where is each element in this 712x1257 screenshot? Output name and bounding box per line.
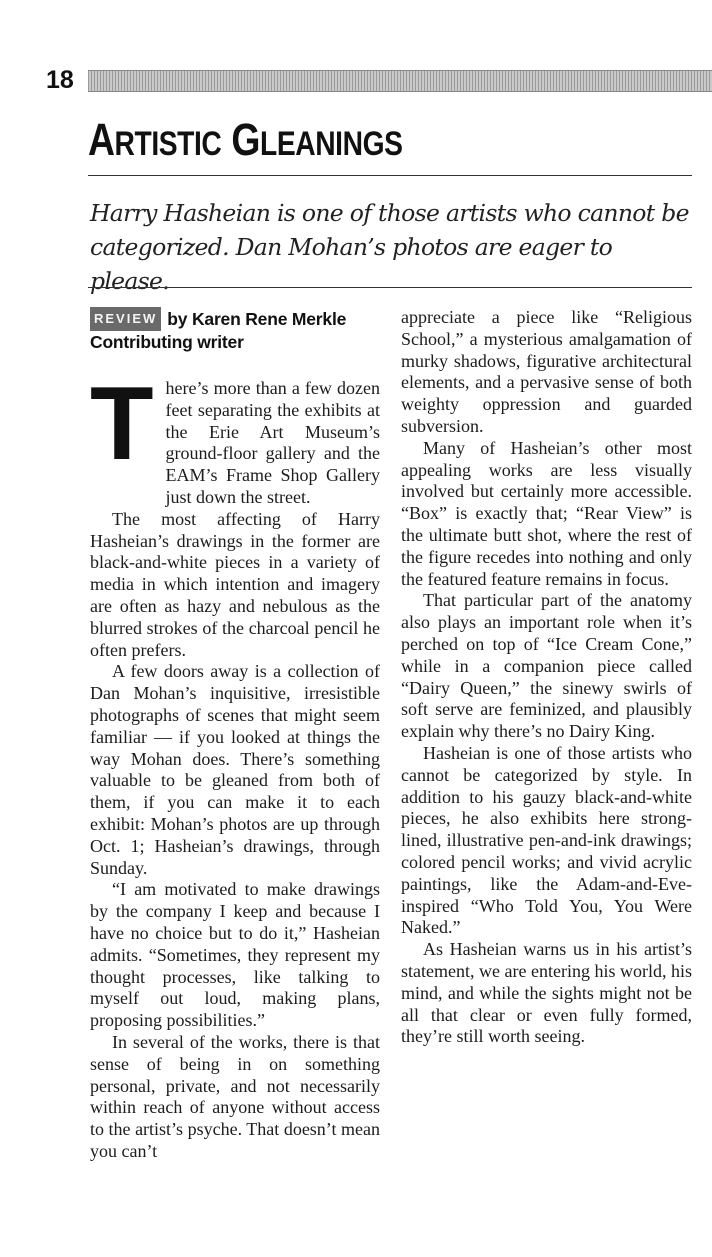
section-title	[88, 114, 403, 166]
deck-rule-bottom	[88, 287, 692, 288]
drop-cap: T	[90, 366, 154, 482]
header-rule	[88, 70, 712, 92]
page-number: 18	[46, 66, 74, 94]
article-column-right	[401, 307, 692, 1048]
paragraph: here’s more than a few dozen feet separating the exhibits at the Erie Art Museum’s ground-floor gallery and the EAM’s Frame Shop Gallery just down the street.	[165, 378, 380, 507]
byline	[90, 307, 380, 353]
deck: Harry Hasheian is one of those artists who cannot be categorized. Dan Mohan’s photos are eager to please.	[90, 199, 689, 295]
deck-rule-top	[88, 175, 692, 176]
title-rest-2: LEANINGS	[260, 125, 403, 163]
paragraph: That particular part of the anatomy also plays an important role when it’s perched on top of “Ice Cream Cone,” while in a companion piece called “Dairy Queen,” the sinewy swirls of soft serve are feminized, and plausibly explain why there’s no Dairy King.	[401, 590, 692, 742]
article-column-left	[90, 307, 380, 1163]
title-rest-1: RTISTIC	[114, 125, 222, 163]
title-initial-1: A	[88, 114, 115, 165]
paragraph: Many of Hasheian’s other most appealing works are less visually involved but certainly more accessible. “Box” is exactly that; “Rear View” is the ultimate butt shot, where the rest of the figure recedes into nothing and only the featured feature remains in focus.	[401, 437, 692, 589]
title-initial-2: G	[231, 114, 261, 165]
paragraph: appreciate a piece like “Religious School,” a mysterious amalgamation of murky shadows, figurative architectural elements, and a pervasive sense of both weighty oppression and guarded subversion.	[401, 307, 692, 436]
byline-role: Contributing writer	[90, 332, 244, 352]
paragraph: Hasheian is one of those artists who cannot be categorized by style. In addition to his gauzy black-and-white pieces, he also exhibits here strong-lined, illustrative pen-and-ink drawings; colored pencil works; and vivid acrylic paintings, like the Adam-and-Eve-inspired “Who Told You, You Were Naked.”	[401, 742, 692, 938]
paragraph: “I am motivated to make drawings by the company I keep and because I have no choice but to do it,” Hasheian admits. “Sometimes, they represent my thought processes, like talking to myself out loud, making plans, proposing possibilities.”	[90, 879, 380, 1031]
review-badge: REVIEW	[90, 307, 161, 331]
paragraph: In several of the works, there is that sense of being in on something personal, private, and not necessarily within reach of anyone without access to the artist’s psyche. That doesn’t mean you can’t	[90, 1031, 380, 1161]
paragraph: The most affecting of Harry Hasheian’s drawings in the former are black-and-white pieces in a variety of media in which intention and imagery are often as hazy and nebulous as the blurred strokes of the charcoal pencil he often prefers.	[90, 508, 380, 660]
paragraph: As Hasheian warns us in his artist’s statement, we are entering his world, his mind, and while the sights might not be all that clear or even fully formed, they’re still worth seeing.	[401, 939, 692, 1047]
paragraph: A few doors away is a collection of Dan Mohan’s inquisitive, irresistible photographs of scenes that might seem familiar — if you looked at things the way Mohan does. There’s something valuable to be gleaned from both of them, if you can make it to each exhibit: Mohan’s photos are up through Oct. 1; Hasheian’s drawings, through Sunday.	[90, 661, 380, 878]
byline-author: by Karen Rene Merkle	[167, 309, 347, 329]
